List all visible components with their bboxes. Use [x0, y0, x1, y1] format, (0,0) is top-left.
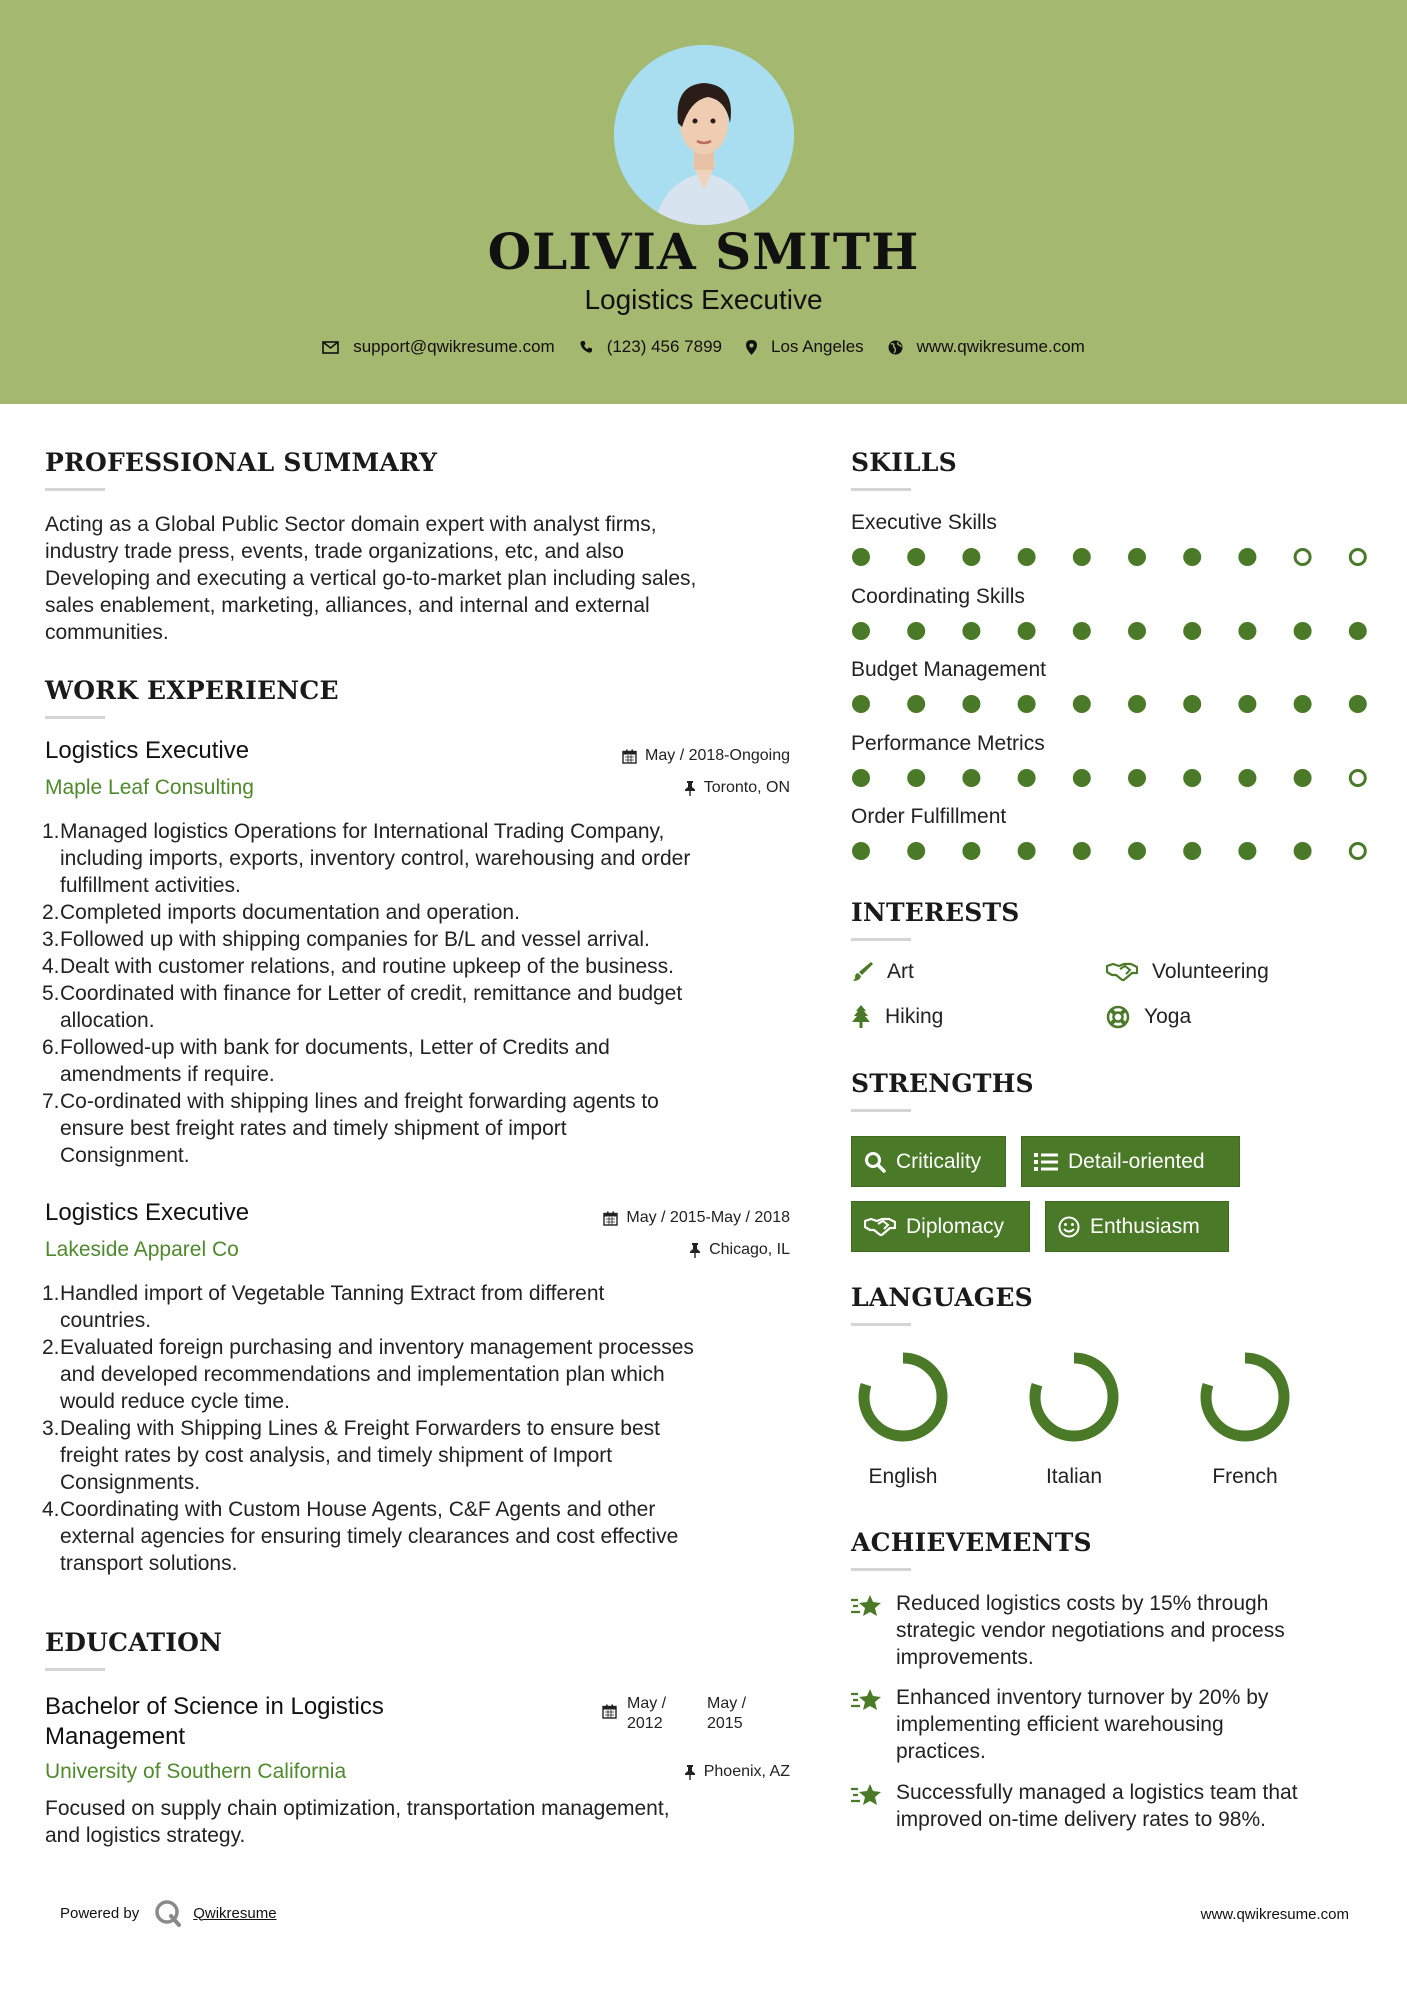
section-divider [851, 1323, 911, 1326]
strengths-heading: STRENGTHS [851, 1069, 1034, 1098]
contact-bar [0, 337, 1407, 357]
duty-line: including imports, exports, inventory control, warehousing and order [60, 847, 691, 870]
rating-dot-empty [1350, 844, 1365, 859]
section-divider [851, 1568, 911, 1571]
shooting-star-icon [850, 1592, 884, 1620]
rating-dot-filled [852, 695, 870, 713]
summary-line: Developing and executing a vertical go-to-market plan including sales, [45, 567, 697, 590]
rating-dot-filled [1238, 769, 1256, 787]
skill-label: Order Fulfillment [851, 805, 1007, 828]
achievement-line: Reduced logistics costs by 15% through [896, 1592, 1269, 1615]
rating-dot-filled [962, 622, 980, 640]
rating-dot-filled [1128, 769, 1146, 787]
resume-header [0, 0, 1407, 404]
handshake-icon [864, 1217, 896, 1237]
duty-line: Managed logistics Operations for International Trading Company, [60, 820, 665, 843]
job-location [520, 1241, 790, 1259]
duty-line: Evaluated foreign purchasing and inventory management processes [60, 1336, 694, 1359]
email-text: support@qwikresume.com [353, 337, 555, 356]
summary-line: Acting as a Global Public Sector domain expert with analyst firms, [45, 513, 657, 536]
duty-item [42, 953, 812, 980]
duty-number: 4. [42, 1498, 60, 1521]
strength-label: Enthusiasm [1090, 1214, 1200, 1238]
language-level-arc [1206, 1358, 1284, 1436]
education-desc-line: and logistics strategy. [45, 1824, 246, 1847]
duty-line: would reduce cycle time. [60, 1390, 290, 1413]
interests-heading: INTERESTS [851, 898, 1020, 927]
job-location [520, 779, 790, 797]
section-divider [851, 488, 911, 491]
duty-item [42, 818, 812, 899]
duty-item [42, 899, 812, 926]
interest-label: Hiking [885, 1005, 944, 1028]
rating-dot-filled [1128, 548, 1146, 566]
duty-line: Consignment. [60, 1144, 190, 1167]
education-location-text: Phoenix, AZ [703, 1763, 790, 1780]
education-end-month: May / [707, 1695, 747, 1712]
rating-dot-filled [962, 842, 980, 860]
interest-label: Volunteering [1152, 960, 1269, 983]
achievement-line: practices. [896, 1740, 986, 1763]
language-level-ring [853, 1347, 953, 1447]
candidate-title: Logistics Executive [584, 284, 823, 315]
duty-line: Co-ordinated with shipping lines and freight forwarding agents to [60, 1090, 659, 1113]
duty-item [42, 1415, 812, 1496]
smile-icon [1058, 1216, 1080, 1238]
powered-by-text: Powered by [60, 1904, 140, 1922]
tree-icon [851, 1005, 871, 1029]
duty-number: 3. [42, 1417, 60, 1440]
duty-line: Completed imports documentation and operation. [60, 901, 520, 924]
section-divider [45, 488, 105, 491]
education-start-year: 2012 [627, 1715, 663, 1732]
rating-dot-empty [1350, 770, 1365, 785]
rating-dot-empty [1295, 550, 1310, 565]
language-level-ring [1195, 1347, 1295, 1447]
duty-item [42, 1334, 812, 1415]
globe-icon [888, 340, 903, 355]
job-dates [520, 1209, 790, 1227]
achievement-line: strategic vendor negotiations and process [896, 1619, 1285, 1642]
education-location [520, 1763, 790, 1781]
calendar-icon [602, 1704, 617, 1719]
rating-dot-filled [1018, 695, 1036, 713]
rating-dot-filled [907, 548, 925, 566]
education-start [627, 1694, 707, 1734]
duty-item [42, 1088, 812, 1169]
map-marker-icon [746, 340, 757, 355]
rating-dot-empty [1350, 550, 1365, 565]
degree-line: Management [45, 1723, 186, 1750]
footer-website[interactable]: www.qwikresume.com [1200, 1906, 1349, 1923]
rating-dot-filled [907, 695, 925, 713]
duty-line: Followed-up with bank for documents, Letter of Credits and [60, 1036, 610, 1059]
rating-dot-filled [1349, 622, 1367, 640]
duty-line: Handled import of Vegetable Tanning Extract from different [60, 1282, 605, 1305]
duty-line: Coordinated with finance for Letter of credit, remittance and budget [60, 982, 683, 1005]
rating-dot-filled [907, 622, 925, 640]
strength-badge [1045, 1201, 1229, 1252]
rating-dot-filled [1073, 769, 1091, 787]
language-level-ring [1024, 1347, 1124, 1447]
interest-item [1106, 960, 1269, 984]
job-dates-text: May / 2015-May / 2018 [626, 1209, 790, 1226]
achievement-line: Enhanced inventory turnover by 20% by [896, 1686, 1269, 1709]
duty-line: transport solutions. [60, 1552, 238, 1575]
job-location-text: Chicago, IL [709, 1241, 790, 1258]
duty-number: 6. [42, 1036, 60, 1059]
job-duties-list [42, 818, 812, 1169]
contact-email[interactable] [322, 337, 555, 357]
job-dates-text: May / 2018-Ongoing [645, 747, 790, 764]
duty-number: 5. [42, 982, 60, 1005]
skill-label: Executive Skills [851, 511, 997, 534]
pushpin-icon [684, 1765, 696, 1780]
job-dates [520, 747, 790, 765]
rating-dot-filled [1294, 842, 1312, 860]
handshake-icon [1106, 962, 1138, 982]
strength-label: Detail-oriented [1068, 1149, 1205, 1173]
duty-line: and developed recommendations and implementation plan which [60, 1363, 665, 1386]
duty-line: Dealing with Shipping Lines & Freight Forwarders to ensure best [60, 1417, 660, 1440]
job-duties-list [42, 1280, 812, 1577]
paintbrush-icon [851, 961, 873, 983]
duty-line: ensure best freight rates and timely shipment of import [60, 1117, 567, 1140]
phone-icon [579, 340, 593, 354]
duty-line: Dealt with customer relations, and routine upkeep of the business. [60, 955, 675, 978]
duty-item [42, 926, 812, 953]
section-divider [851, 1109, 911, 1112]
summary-heading: PROFESSIONAL SUMMARY [45, 448, 438, 477]
rating-dot-filled [1294, 695, 1312, 713]
duty-number: 2. [42, 1336, 60, 1359]
job-title: Logistics Executive [45, 1199, 250, 1226]
pushpin-icon [684, 781, 696, 796]
profile-photo [614, 45, 794, 225]
company-name: Lakeside Apparel Co [45, 1238, 239, 1261]
brand-link[interactable]: Qwikresume [193, 1904, 277, 1922]
achievement-line: improved on-time delivery rates to 98%. [896, 1808, 1266, 1831]
duty-number: 4. [42, 955, 60, 978]
contact-location [746, 337, 864, 357]
language-label: English [868, 1465, 938, 1488]
rating-dot-filled [852, 548, 870, 566]
rating-dot-filled [1183, 695, 1201, 713]
duty-number: 1. [42, 1282, 60, 1305]
duty-line: fulfillment activities. [60, 874, 241, 897]
contact-website[interactable] [888, 337, 1085, 357]
summary-line: communities. [45, 621, 169, 644]
rating-dot-filled [1128, 695, 1146, 713]
strength-label: Diplomacy [906, 1214, 1005, 1238]
rating-dot-filled [1018, 622, 1036, 640]
language-label: Italian [1045, 1465, 1103, 1488]
achievement-line: Successfully managed a logistics team that [896, 1781, 1298, 1804]
duty-item [42, 1496, 812, 1577]
rating-dot-filled [1018, 769, 1036, 787]
rating-dot-filled [1073, 695, 1091, 713]
rating-dot-filled [852, 842, 870, 860]
duty-item [42, 980, 812, 1034]
education-desc-line: Focused on supply chain optimization, transportation management, [45, 1797, 670, 1820]
company-name: Maple Leaf Consulting [45, 776, 254, 799]
summary-line: industry trade press, events, trade organizations, etc, and also [45, 540, 624, 563]
interest-item [851, 1005, 943, 1029]
rating-dot-filled [1238, 695, 1256, 713]
section-divider [851, 938, 911, 941]
duty-line: Followed up with shipping companies for B/L and vessel arrival. [60, 928, 650, 951]
rating-dot-filled [852, 769, 870, 787]
strength-badge [851, 1136, 1006, 1187]
summary-line: sales enablement, marketing, alliances, and internal and external [45, 594, 650, 617]
education-heading: EDUCATION [45, 1628, 223, 1657]
skill-label: Budget Management [851, 658, 1046, 681]
rating-dot-filled [1183, 622, 1201, 640]
rating-dot-filled [962, 548, 980, 566]
duty-line: Consignments. [60, 1471, 201, 1494]
rating-dot-filled [907, 842, 925, 860]
strength-badge [851, 1201, 1030, 1252]
pushpin-icon [689, 1243, 701, 1258]
skill-rating [849, 692, 1369, 716]
duty-number: 7. [42, 1090, 60, 1113]
duty-number: 3. [42, 928, 60, 951]
life-ring-icon [1106, 1005, 1130, 1029]
rating-dot-filled [1238, 842, 1256, 860]
candidate-name: OLIVIA SMITH [487, 222, 920, 281]
rating-dot-filled [1183, 842, 1201, 860]
strength-badge [1021, 1136, 1240, 1187]
summary-text [45, 511, 805, 646]
skill-label: Coordinating Skills [851, 584, 1025, 608]
skills-heading: SKILLS [851, 448, 957, 477]
rating-dot-filled [907, 769, 925, 787]
achievement-line: improvements. [896, 1646, 1034, 1669]
skill-rating [849, 839, 1369, 863]
duty-line: external agencies for ensuring timely clearances and cost effective [60, 1525, 679, 1548]
phone-text: (123) 456 7899 [606, 337, 723, 356]
qwikresume-logo-icon [153, 1898, 183, 1928]
rating-dot-filled [1128, 842, 1146, 860]
website-text: www.qwikresume.com [916, 337, 1085, 356]
interest-label: Art [887, 960, 914, 983]
duty-line: amendments if require. [60, 1063, 275, 1086]
rating-dot-filled [1238, 548, 1256, 566]
rating-dot-filled [1238, 622, 1256, 640]
language-label: French [1212, 1465, 1278, 1488]
calendar-icon [622, 749, 637, 764]
skill-rating [849, 545, 1369, 569]
interest-label: Yoga [1144, 1005, 1192, 1028]
languages-heading: LANGUAGES [851, 1283, 1033, 1312]
calendar-icon [603, 1211, 618, 1226]
duty-line: countries. [60, 1309, 152, 1332]
education-end [707, 1694, 746, 1734]
job-title: Logistics Executive [45, 737, 250, 764]
search-icon [864, 1151, 886, 1173]
section-divider [45, 716, 105, 719]
shooting-star-icon [850, 1781, 884, 1809]
footer-powered-by [60, 1898, 277, 1928]
rating-dot-filled [962, 695, 980, 713]
duty-item [42, 1280, 812, 1334]
achievements-heading: ACHIEVEMENTS [851, 1528, 1092, 1557]
interest-item [851, 960, 914, 984]
achievement-text [896, 1684, 1366, 1765]
interest-item [1106, 1005, 1191, 1029]
rating-dot-filled [1073, 842, 1091, 860]
rating-dot-filled [1294, 769, 1312, 787]
duty-line: freight rates by cost analysis, and timely shipment of Import [60, 1444, 613, 1467]
duty-number: 1. [42, 820, 60, 843]
degree-line: Bachelor of Science in Logistics [45, 1693, 384, 1720]
skill-rating [849, 619, 1369, 643]
strength-label: Criticality [896, 1149, 982, 1173]
duty-line: allocation. [60, 1009, 155, 1032]
rating-dot-filled [1018, 842, 1036, 860]
location-text: Los Angeles [771, 337, 864, 356]
rating-dot-filled [1018, 548, 1036, 566]
rating-dot-filled [1073, 622, 1091, 640]
education-start-month: May / [627, 1695, 667, 1712]
shooting-star-icon [850, 1686, 884, 1714]
contact-phone[interactable] [579, 337, 722, 357]
education-description [45, 1795, 815, 1849]
language-level-arc [864, 1358, 942, 1436]
duty-line: Coordinating with Custom House Agents, C&F Agents and other [60, 1498, 656, 1521]
rating-dot-filled [1349, 695, 1367, 713]
skill-rating [849, 766, 1369, 790]
achievement-text [896, 1779, 1366, 1833]
education-end-year: 2015 [707, 1715, 743, 1732]
skill-label: Performance Metrics [851, 731, 1045, 755]
job-location-text: Toronto, ON [703, 779, 790, 796]
envelope-icon [322, 341, 339, 354]
duty-item [42, 1034, 812, 1088]
school-name: University of Southern California [45, 1760, 347, 1783]
achievement-text [896, 1590, 1366, 1671]
degree-title [45, 1692, 384, 1752]
duty-number: 2. [42, 901, 60, 924]
rating-dot-filled [1183, 548, 1201, 566]
rating-dot-filled [852, 622, 870, 640]
work-heading: WORK EXPERIENCE [45, 676, 339, 705]
achievement-line: implementing efficient warehousing [896, 1713, 1224, 1736]
rating-dot-filled [1294, 622, 1312, 640]
rating-dot-filled [1073, 548, 1091, 566]
language-level-arc [1035, 1358, 1113, 1436]
rating-dot-filled [1128, 622, 1146, 640]
education-dates [602, 1694, 746, 1734]
list-icon [1034, 1152, 1058, 1172]
section-divider [45, 1668, 105, 1671]
rating-dot-filled [1183, 769, 1201, 787]
rating-dot-filled [962, 769, 980, 787]
